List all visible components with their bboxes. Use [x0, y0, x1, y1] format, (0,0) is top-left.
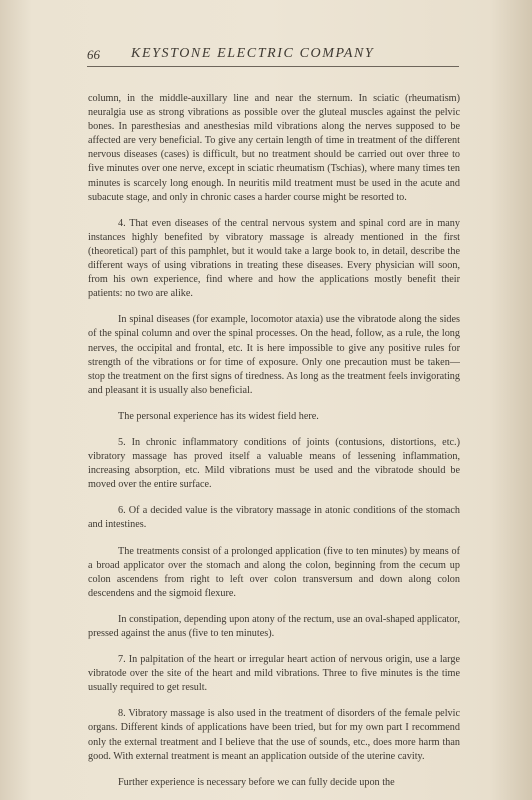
page-number: 66 [87, 47, 100, 62]
paragraph-6: 6. Of a decided value is the vibratory massage in atonic conditions of the stomach and intestines. [88, 505, 460, 531]
paragraph-9: 7. In palpitation of the heart or irregular heart action of nervous origin, use a large vibratode over the site of the heart and mild vibrations. Three to five minutes is the time usually required to get result. [88, 654, 460, 694]
paragraph-10: 8. Vibratory massage is also used in the treatment of disorders of the female pelvic organs. Different kinds of applications have been tried, but for my own part I recommend only the external treatment and I believe that the use of sounds, etc., does more harm than good. With external treatment is meant an application outside of the uterine cavity. [88, 708, 460, 762]
paragraph-7: The treatments consist of a prolonged application (five to ten minutes) by means of a broad applicator over the stomach and along the colon, beginning from the cecum up colon ascendens from right to left over colon transversum and down along colon descendens and the sigmoid flexure. [88, 545, 460, 599]
page-header [87, 44, 459, 67]
paragraph-2: 4. That even diseases of the central nervous system and spinal cord are in many instances highly benefited by vibratory massage is already mentioned in the first (theoretical) part of this pamphlet, but it would take a large book to, in detail, describe the different ways of using vibrations in treating these diseases. Every physician will soon, from his own experience, find where and how the applications mostly benefit their patients: no two are alike. [88, 217, 460, 300]
running-title: KEYSTONE ELECTRIC COMPANY [131, 46, 375, 61]
paragraph-3: In spinal diseases (for example, locomotor ataxia) use the vibratode along the sides of the spinal column and over the spinal processes. On the head, follow, as a rule, the long nerves, the occipital and frontal, etc. It is here impossible to give any positive rules for strength of the vibrations or for time of exposure. Only one precaution must be taken—stop the treatment on the first signs of tiredness. As long as the treatment feels invigorating and pleasant it is usually also beneficial. [88, 314, 460, 396]
paragraph-4: The personal experience has its widest field here. [118, 410, 319, 422]
paragraph-5: 5. In chronic inflammatory conditions of joints (contusions, distortions, etc.) vibratory massage has proved itself a valuable means of lessening inflammation, increasing absorption, etc. Mild vibrations must be used and the vibratode should be moved over the entire surface. [88, 436, 460, 491]
paragraph-8: In constipation, depending upon atony of the rectum, use an oval-shaped applicator, pressed against the anus (five to ten minutes). [88, 613, 460, 639]
paragraph-1: column, in the middle-auxillary line and near the sternum. In sciatic (rheumatism) neuralgia use as strong vibrations as possible over the gluteal muscles against the pelvic bones. In paresthesias and anesthesias mild vibrations along the nerves supposed to be affected are very beneficial. To give any certain length of time in treatment of the different nervous diseases (cases) is difficult, but no treatment should be carried out over three to five minutes over one nerve, except in sciatic rheumatism (Tschias), where many times ten minutes is scarcely long enough. In neuritis mild treatment must be used in the acute and subacute stage, and only in chronic cases a harder course might be resorted to. [88, 93, 460, 203]
page-body [88, 92, 460, 800]
paragraph-11: Further experience is necessary before we can fully decide upon the [118, 776, 395, 788]
